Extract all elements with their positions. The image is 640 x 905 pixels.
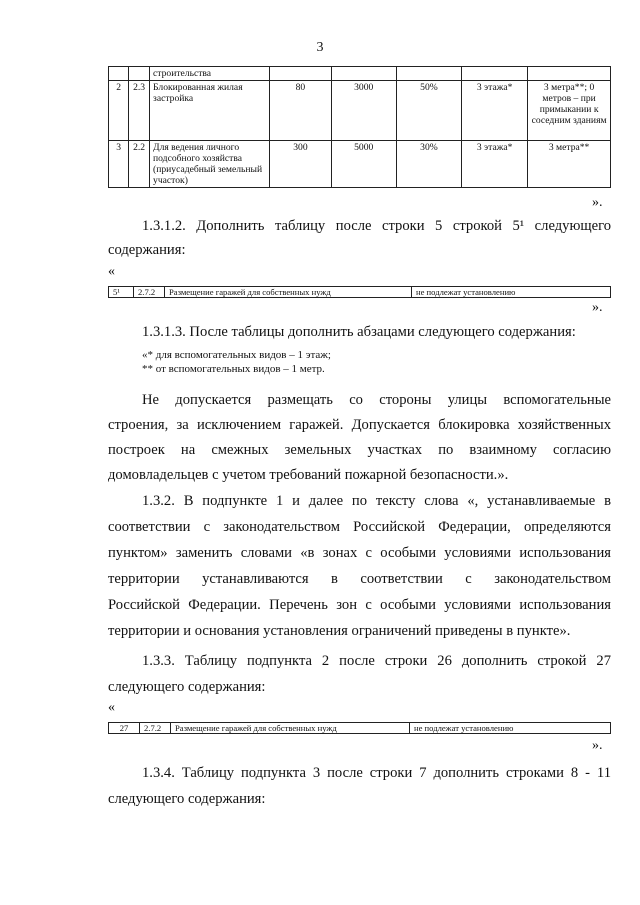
table-row: [109, 723, 611, 734]
table-cell: Блокированная жилая застройка: [150, 81, 270, 141]
row-5-1-table: [108, 286, 611, 298]
table-cell: 2: [109, 81, 129, 141]
table-cell: 2.3: [129, 81, 150, 141]
table-cell: 300: [270, 141, 331, 188]
table-cell: 3 метра**: [528, 141, 611, 188]
closing-quote: ».: [592, 738, 603, 753]
table-row: [109, 67, 611, 81]
table-cell: строительства: [150, 67, 270, 81]
table-cell: 3 этажа*: [462, 81, 528, 141]
table-cell: не подлежат установлению: [412, 287, 611, 298]
opening-quote: «: [108, 264, 115, 279]
paragraph-1-3-1-2: 1.3.1.2. Дополнить таблицу после строки 5 строкой 5¹ следующего: [142, 218, 611, 234]
paragraph-1-3-1-3: 1.3.1.3. После таблицы дополнить абзацами следующего содержания:: [142, 324, 576, 340]
table-cell: Размещение гаражей для собственных нужд: [171, 723, 410, 734]
table-cell: 3000: [331, 81, 396, 141]
zoning-table: [108, 66, 611, 188]
table-cell: 2.7.2: [140, 723, 171, 734]
table-cell: 80: [270, 81, 331, 141]
paragraph-restrictions: Не допускается размещать со стороны улицы вспомогательные строения, за исключением гаражей. Допускается блокировка хозяйственных построек на смежных земельных участках по взаимному согласию домовладельцев с учетом требований пожарной безопасности.».: [108, 392, 611, 483]
paragraph-1-3-3: 1.3.3. Таблицу подпункта 2 после строки 26 дополнить строкой 27 следующего содержания:: [108, 653, 611, 695]
table-cell: 3: [109, 141, 129, 188]
table-cell: Размещение гаражей для собственных нужд: [165, 287, 412, 298]
row-27-table: [108, 722, 611, 734]
table-row: [109, 287, 611, 298]
table-cell: 27: [109, 723, 140, 734]
table-row: [109, 141, 611, 188]
table-row: [109, 81, 611, 141]
closing-quote: ».: [592, 300, 603, 315]
footnote-1: «* для вспомогательных видов – 1 этаж;: [142, 349, 331, 361]
table-cell: 5¹: [109, 287, 134, 298]
table-cell: 2.2: [129, 141, 150, 188]
table-cell: 5000: [331, 141, 396, 188]
opening-quote: «: [108, 700, 115, 715]
table-cell: 2.7.2: [134, 287, 165, 298]
table-cell: 3 метра**; 0 метров – при примыкании к соседним зданиям: [528, 81, 611, 141]
table-cell: Для ведения личного подсобного хозяйства (приусадебный земельный участок): [150, 141, 270, 188]
page-number: 3: [316, 40, 324, 55]
table-cell: 50%: [396, 81, 461, 141]
footnote-2: ** от вспомогательных видов – 1 метр.: [142, 363, 325, 375]
closing-quote: ».: [592, 195, 603, 210]
table-cell: 30%: [396, 141, 461, 188]
paragraph-1-3-4: 1.3.4. Таблицу подпункта 3 после строки 7 дополнить строками 8 - 11 следующего содержания:: [108, 765, 611, 807]
table-cell: 3 этажа*: [462, 141, 528, 188]
paragraph-1-3-2: 1.3.2. В подпункте 1 и далее по тексту слова «, устанавливаемые в соответствии с законодательством Российской Федерации, определяются пунктом» заменить словами «в зонах с особыми условиями использования территории устанавливаются в соответствии с законодательством Российской Федерации. Перечень зон с особыми условиями использования территории и основания установления ограничений приведены в пункте».: [108, 493, 611, 639]
paragraph-1-3-1-2-cont: содержания:: [108, 242, 186, 258]
table-cell: не подлежат установлению: [410, 723, 611, 734]
